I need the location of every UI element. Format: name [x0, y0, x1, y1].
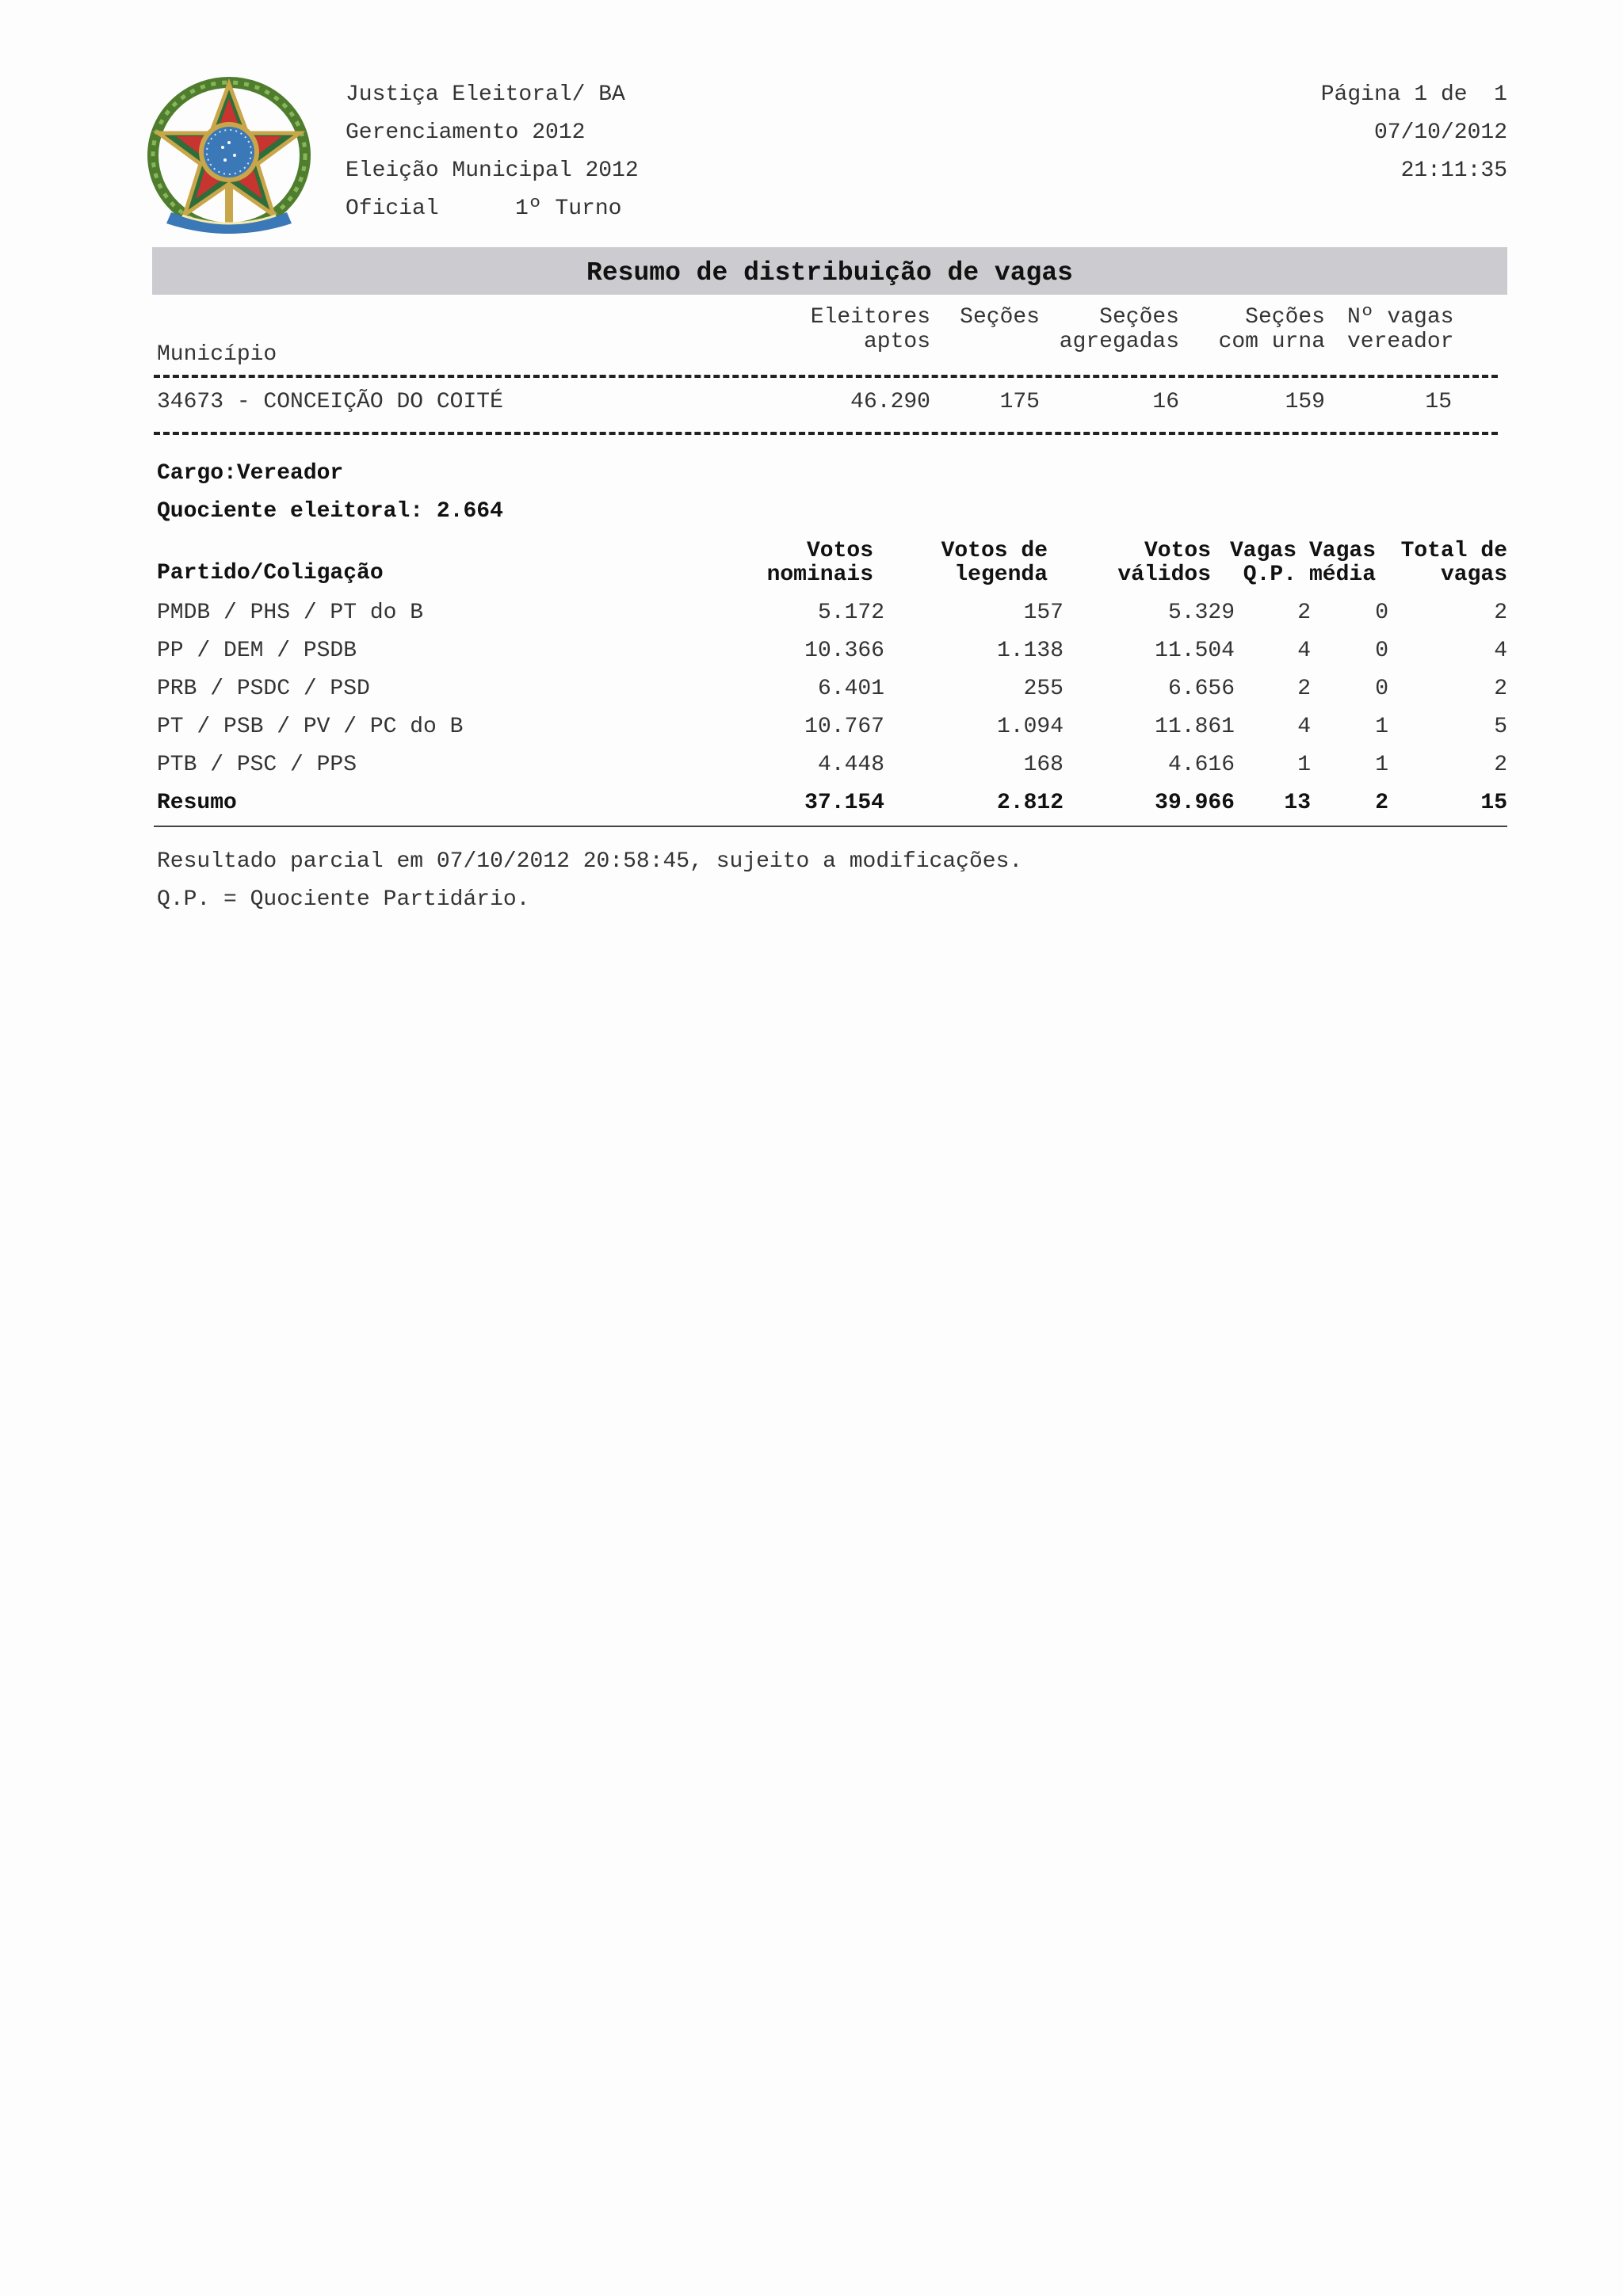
col-legenda-header-1: Votos de: [941, 539, 1048, 563]
summary-media: 2: [1375, 791, 1388, 815]
header-time: 21:11:35: [1400, 158, 1507, 183]
col-agregadas-header-2: agregadas: [1059, 330, 1179, 354]
summary-nominais: 37.154: [804, 791, 884, 815]
vagas-qp: 4: [1297, 715, 1311, 739]
page-number: Página 1 de 1: [1320, 82, 1507, 107]
partido-name: PT / PSB / PV / PC do B: [157, 715, 464, 739]
dashed-divider: [154, 375, 1498, 378]
partido-name: PRB / PSDC / PSD: [157, 677, 370, 701]
col-agregadas-header-1: Seções: [1099, 305, 1179, 330]
col-vagas-header-2: vereador: [1347, 330, 1454, 354]
dashed-divider: [154, 432, 1498, 435]
vagas-media: 0: [1375, 601, 1388, 625]
col-total-header-2: vagas: [1440, 563, 1507, 587]
vagas-media: 1: [1375, 753, 1388, 777]
votos-validos: 11.861: [1155, 715, 1235, 739]
votos-legenda: 168: [1023, 753, 1064, 777]
secoes-agregadas: 16: [1152, 390, 1179, 414]
total-vagas: 2: [1494, 677, 1507, 701]
col-media-header-1: Vagas: [1308, 539, 1376, 563]
votos-nominais: 6.401: [817, 677, 884, 701]
votos-validos: 4.616: [1167, 753, 1235, 777]
col-secoes-header: Seções: [960, 305, 1040, 330]
col-nominais-header-2: nominais: [766, 563, 873, 587]
vagas-qp: 2: [1297, 601, 1311, 625]
header-management: Gerenciamento 2012: [346, 120, 586, 145]
col-media-header-2: média: [1308, 563, 1376, 587]
votos-nominais: 10.366: [804, 639, 884, 663]
total-vagas: 2: [1494, 753, 1507, 777]
summary-total: 15: [1480, 791, 1507, 815]
col-nominais-header-1: Votos: [806, 539, 873, 563]
col-legenda-header-2: legenda: [954, 563, 1048, 587]
col-urna-header-2: com urna: [1218, 330, 1325, 354]
votos-nominais: 5.172: [817, 601, 884, 625]
votos-legenda: 157: [1023, 601, 1064, 625]
qp-legend-note: Q.P. = Quociente Partidário.: [157, 887, 530, 912]
votos-validos: 6.656: [1167, 677, 1235, 701]
header-type: Oficial: [346, 196, 439, 221]
quociente-eleitoral: Quociente eleitoral: 2.664: [157, 499, 503, 524]
vagas-qp: 4: [1297, 639, 1311, 663]
col-validos-header-1: Votos: [1144, 539, 1211, 563]
partido-name: PMDB / PHS / PT do B: [157, 601, 424, 625]
header-election: Eleição Municipal 2012: [346, 158, 639, 183]
col-urna-header-1: Seções: [1245, 305, 1325, 330]
vagas-vereador: 15: [1425, 390, 1452, 414]
vagas-media: 0: [1375, 677, 1388, 701]
partial-result-note: Resultado parcial em 07/10/2012 20:58:45, sujeito a modificações.: [157, 849, 1023, 874]
municipio-name: 34673 - CONCEIÇÃO DO COITÉ: [157, 390, 503, 414]
total-vagas: 5: [1494, 715, 1507, 739]
vagas-qp: 1: [1297, 753, 1311, 777]
vagas-media: 1: [1375, 715, 1388, 739]
total-vagas: 4: [1494, 639, 1507, 663]
partido-name: PTB / PSC / PPS: [157, 753, 357, 777]
votos-legenda: 1.094: [996, 715, 1064, 739]
col-partido-header: Partido/Coligação: [157, 561, 384, 585]
votos-validos: 5.329: [1167, 601, 1235, 625]
secoes-count: 175: [999, 390, 1040, 414]
summary-legenda: 2.812: [996, 791, 1064, 815]
page-title: Resumo de distribuição de vagas: [586, 258, 1073, 288]
header-institution: Justiça Eleitoral/ BA: [346, 82, 625, 107]
col-vagas-header-1: Nº vagas: [1347, 305, 1454, 330]
summary-label: Resumo: [157, 791, 237, 815]
coat-of-arms-icon: [147, 76, 311, 239]
col-qp-header-1: Vagas: [1229, 539, 1296, 563]
header-turno: 1º Turno: [515, 196, 622, 221]
votos-validos: 11.504: [1155, 639, 1235, 663]
votos-legenda: 255: [1023, 677, 1064, 701]
vagas-qp: 2: [1297, 677, 1311, 701]
cargo-label: Cargo:Vereador: [157, 461, 344, 486]
summary-validos: 39.966: [1155, 791, 1235, 815]
eleitores-aptos: 46.290: [850, 390, 930, 414]
col-validos-header-2: válidos: [1117, 563, 1211, 587]
total-vagas: 2: [1494, 601, 1507, 625]
partido-name: PP / DEM / PSDB: [157, 639, 357, 663]
col-municipio-header: Município: [157, 342, 277, 367]
votos-legenda: 1.138: [996, 639, 1064, 663]
col-eleitores-header-2: aptos: [863, 330, 930, 354]
title-bar: [152, 247, 1507, 295]
col-qp-header-2: Q.P.: [1243, 563, 1296, 587]
header-date: 07/10/2012: [1373, 120, 1507, 145]
col-total-header-1: Total de: [1400, 539, 1507, 563]
secoes-com-urna: 159: [1285, 390, 1325, 414]
col-eleitores-header-1: Eleitores: [810, 305, 930, 330]
votos-nominais: 4.448: [817, 753, 884, 777]
votos-nominais: 10.767: [804, 715, 884, 739]
summary-qp: 13: [1284, 791, 1311, 815]
vagas-media: 0: [1375, 639, 1388, 663]
table-bottom-rule: [154, 826, 1507, 827]
